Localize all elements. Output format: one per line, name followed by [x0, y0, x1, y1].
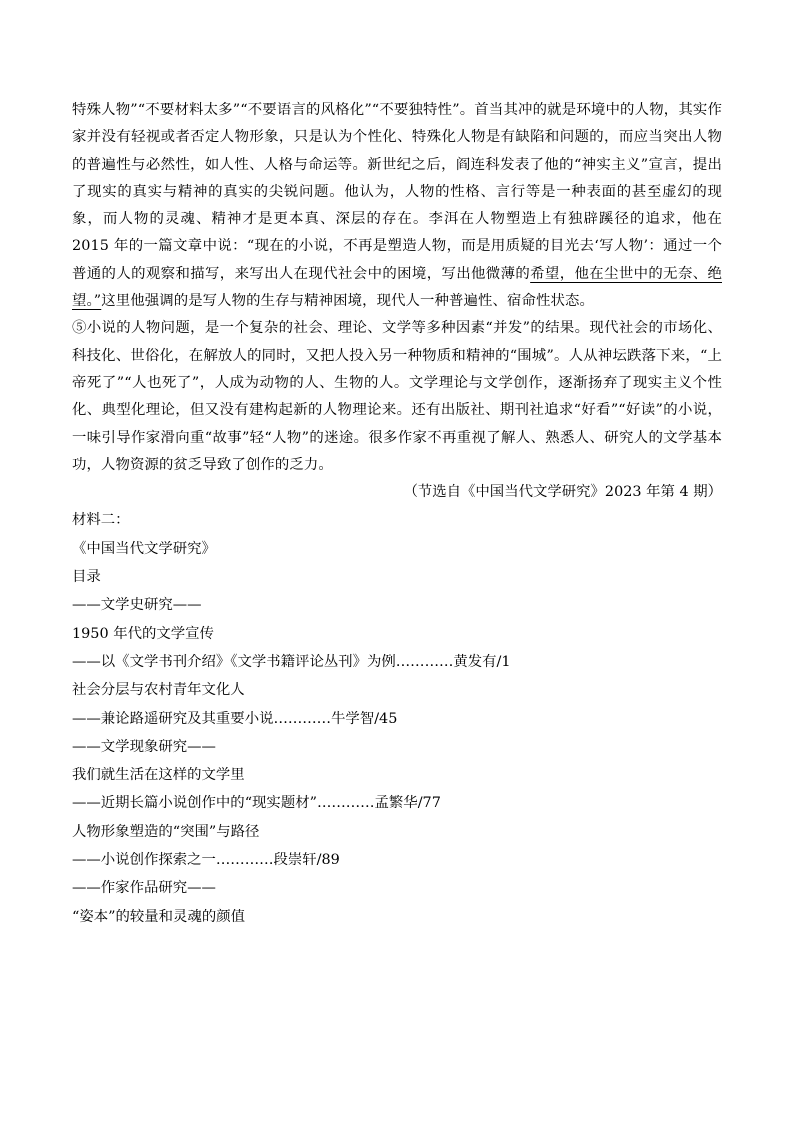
underlined-quote: 希望，他在尘世中的无奈、绝望。” [72, 265, 722, 310]
toc-article-title: 人物形象塑造的“突围”与路径 [72, 823, 260, 840]
toc-article-title: 社会分层与农村青年文化人 [72, 682, 245, 699]
toc-article-subtitle: ——以《文学书刊介绍》《文学书籍评论丛刊》为例…………黄发有/1 [72, 653, 511, 670]
material-one-paragraph-1 [72, 97, 722, 315]
paragraph-text: 这里他强调的是写人物的生存与精神困境，现代人一种普遍性、宿命性状态。 [101, 293, 594, 310]
paragraph-text: 特殊人物”“不要材料太多”“不要语言的风格化”“不要独特性”。首当其冲的就是环境中的人物，其实作家并没有轻视或者否定人物形象，只是认为个性化、特殊化人物是有缺陷和问题的，而应当突出人物的普遍性与必然性，如人性、人格与命运等。新世纪之后，阎连科发表了他的“神实主义”宣言，提出了现实的真实与精神的真实的尖锐问题。他认为，人物的性格、言行等是一种表面的甚至虚幻的现象，而人物的灵魂、精神才是更本真、深层的存在。李洱在人物塑造上有独辟蹊径的追求，他在 2015 年的一篇文章中说：“现在的小说，不再是塑造人物，而是用质疑的目光去‘写人物’：通过一个普通的人的观察和描写，来写出人在现代社会中的困境，写出他微薄的 [72, 102, 722, 282]
toc-section-header: ——文学史研究—— [72, 597, 202, 614]
toc-article-title: 1950 年代的文学宣传 [72, 625, 214, 642]
source-citation: （节选自《中国当代文学研究》2023 年第 4 期） [403, 484, 722, 501]
toc-article-title: “姿本”的较量和灵魂的颜值 [72, 908, 246, 925]
journal-title: 《中国当代文学研究》 [72, 540, 216, 557]
material-two-label: 材料二： [72, 512, 130, 529]
toc-article-subtitle: ——小说创作探索之一…………段崇轩/89 [72, 852, 340, 869]
toc-article-subtitle: ——近期长篇小说创作中的“现实题材”…………孟繁华/77 [72, 795, 441, 812]
toc-section-header: ——文学现象研究—— [72, 738, 216, 755]
toc-article-title: 我们就生活在这样的文学里 [72, 767, 245, 784]
toc-heading: 目录 [72, 569, 101, 586]
toc-section-header: ——作家作品研究—— [72, 880, 216, 897]
toc-article-subtitle: ——兼论路遥研究及其重要小说…………牛学智/45 [72, 710, 398, 727]
material-one-paragraph-2: ⑤小说的人物问题，是一个复杂的社会、理论、文学等多种因素“并发”的结果。现代社会的市场化、科技化、世俗化，在解放人的同时，又把人投入另一种物质和精神的“围城”。人从神坛跌落下来，“上帝死了”“人也死了”，人成为动物的人、生物的人。文学理论与文学创作，逐渐扬弃了现实主义个性化、典型化理论，但又没有建构起新的人物理论来。还有出版社、期刊社追求“好看”“好读”的小说，一味引导作家滑向重“故事”轻“人物”的迷途。很多作家不再重视了解人、熟悉人、研究人的文学基本功，人物资源的贫乏导致了创作的乏力。 [72, 320, 722, 473]
document-page [72, 97, 722, 931]
